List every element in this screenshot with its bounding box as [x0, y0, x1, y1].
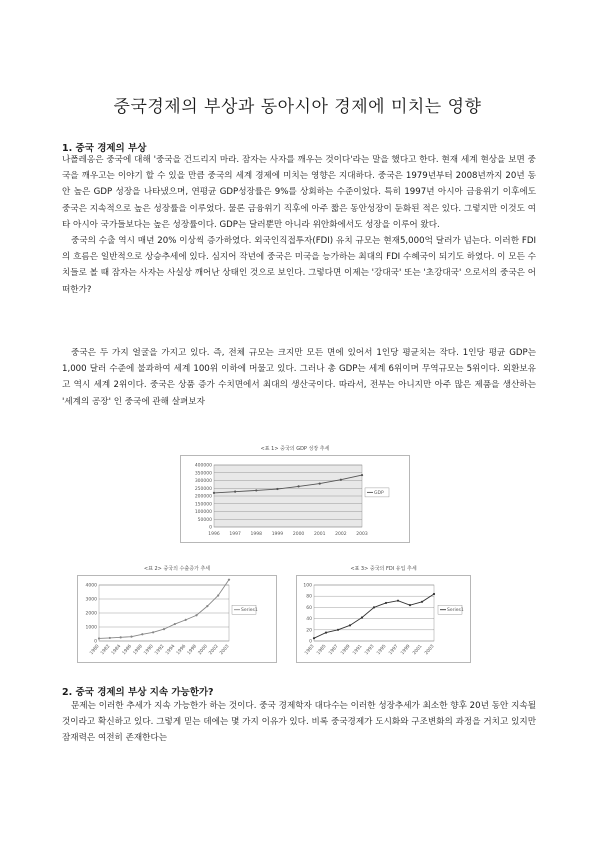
data-point — [349, 624, 351, 626]
data-point — [217, 594, 219, 596]
x-tick-label: 2000 — [197, 644, 209, 657]
y-tick-label: 40 — [306, 617, 312, 623]
legend-label: Series1 — [241, 608, 258, 614]
data-point — [195, 614, 197, 616]
x-tick-label: 1985 — [316, 644, 328, 657]
x-tick-label: 1998 — [186, 644, 199, 657]
y-tick-label: 150000 — [194, 502, 212, 508]
data-point — [185, 619, 187, 621]
x-tick-label: 1987 — [328, 644, 340, 657]
data-point — [337, 629, 339, 631]
data-point — [313, 637, 315, 639]
data-point — [373, 606, 375, 608]
gdp-chart — [180, 443, 410, 543]
data-point — [361, 616, 363, 618]
data-point — [120, 636, 122, 638]
data-point — [276, 488, 278, 490]
x-tick-label: 2001 — [412, 644, 424, 657]
data-point — [433, 593, 435, 595]
x-tick-label: 1992 — [154, 644, 166, 657]
section-1-paragraph-1: 나폴레옹은 중국에 대해 '중국을 건드리지 마라. 잠자는 사자를 깨우는 것이다'라는 말을 했다고 한다. 현재 세계 현상을 보면 중국을 깨우고는 이야기 할 수 있을 만큼 중국의 세계 경제에 미치는 영향은 지대하다. 중국은 1979년부터 2008년까지 20년 동안 높은 GDP 성장을 나타냈으며, 연평균 GDP성장률은 9%를 상회하는 수준이었다. 특히 1997년 아시아 금융위기 이후에도 중국은 지속적으로 높은 성장률을 이루었다. 물론 금융위기 직후에 아주 짧은 동안성장이 둔화된 적은 있다. 그렇지만 이것도 여타 아시아 국가들보다는 높은 성장률이다. GDP는 달러뿐만 아니라 위안화에서도 성장을 이루어 왔다. — [62, 155, 536, 230]
gdp-chart-svg — [180, 443, 410, 543]
data-point — [340, 479, 342, 481]
x-tick-label: 1994 — [165, 644, 177, 657]
data-point — [141, 633, 143, 635]
fdi-chart-svg — [296, 563, 471, 663]
legend-label: GDP — [374, 490, 384, 496]
x-tick-label: 1980 — [89, 644, 101, 657]
x-tick-label: 2000 — [292, 532, 305, 537]
data-point — [385, 602, 387, 604]
data-point — [174, 623, 176, 625]
data-point — [397, 600, 399, 602]
data-point — [213, 492, 215, 494]
section-1-paragraph-2: 중국의 수출 역시 매년 20% 이상씩 증가하였다. 외국인직접투자(FDI) 유치 규모는 현재5,000억 달러가 넘는다. 이러한 FDI의 흐름은 일반적으로 상승추세에 있다. 심지어 작년에 중국은 미국을 능가하는 최대의 FDI 수혜국이 되기도 하였다. 이 모든 수치들로 볼 때 잠자는 사자는 사실상 깨어난 상태인 것으로 보인다. 그렇다면 이제는 '강대국' 또는 '초강대국' 으로서의 중국은 어떠한가? — [62, 236, 536, 295]
y-tick-label: 200000 — [194, 494, 212, 500]
y-tick-label: 80 — [306, 594, 312, 600]
data-point — [421, 601, 423, 603]
data-point — [234, 491, 236, 493]
data-point — [109, 637, 111, 639]
export-chart-svg — [77, 563, 277, 663]
section-2-body — [62, 698, 536, 747]
data-point — [297, 485, 299, 487]
x-tick-label: 1988 — [132, 644, 144, 657]
y-tick-label: 350000 — [194, 471, 212, 477]
x-tick-label: 2003 — [356, 532, 368, 537]
y-tick-label: 1000 — [85, 625, 97, 631]
x-tick-label: 1999 — [271, 532, 284, 537]
data-point — [319, 483, 321, 485]
x-tick-label: 1983 — [304, 644, 316, 657]
section-2-heading: 2. 중국 경제의 부상 지속 가능한가? — [62, 687, 214, 698]
x-tick-label: 1996 — [208, 532, 220, 537]
data-point — [98, 637, 100, 639]
y-tick-label: 300000 — [194, 479, 212, 484]
x-tick-label: 2001 — [313, 532, 326, 537]
x-tick-label: 1997 — [388, 644, 400, 657]
y-tick-label: 0 — [209, 525, 212, 531]
x-tick-label: 1982 — [100, 644, 112, 657]
x-tick-label: 1986 — [121, 644, 134, 657]
section-2-paragraph-1: 문제는 이러한 추세가 지속 가능한가 하는 것이다. 중국 경제학자 대다수는 이러한 성장추세가 최소한 향후 20년 동안 지속될 것이라고 확신하고 있다. 그렇게 믿는 데에는 몇 가지 이유가 있다. 비록 중국경제가 도시화와 구조변화의 과정을 거치고 있지만 잠재력은 여전히 존재한다는 — [62, 701, 536, 744]
x-tick-label: 2003 — [219, 644, 231, 657]
y-tick-label: 50000 — [197, 517, 212, 523]
data-point — [325, 632, 327, 634]
y-tick-label: 400000 — [194, 463, 212, 469]
section-1-heading: 1. 중국 경제의 부상 — [62, 143, 147, 154]
data-point — [163, 628, 165, 630]
y-tick-label: 4000 — [85, 583, 97, 589]
y-tick-label: 250000 — [194, 486, 212, 492]
plot-area — [314, 585, 434, 641]
fdi-chart — [296, 563, 471, 663]
x-tick-label: 2002 — [208, 644, 220, 657]
x-tick-label: 1991 — [352, 644, 364, 657]
y-tick-label: 3000 — [85, 597, 97, 603]
y-tick-label: 0 — [94, 639, 97, 645]
y-tick-label: 20 — [306, 628, 312, 634]
data-point — [130, 636, 132, 638]
section-1-paragraph-3-text: 중국은 두 가지 얼굴을 가지고 있다. 즉, 전체 규모는 크지만 모든 면에 있어서 1인당 평균치는 작다. 1인당 평균 GDP는 1,000 달러 수준에 불과하여 세계 100위 이하에 머물고 있다. 그러나 총 GDP는 세계 6위이며 무역규모는 5위이다. 외환보유고 역시 세계 2위이다. 중국은 상품 증가 수치면에서 최대의 생산국이다. 따라서, 전부는 아니지만 아주 많은 제품을 생산하는 '세계의 공장' 인 중국에 관해 살펴보자 — [62, 348, 536, 407]
data-point — [152, 631, 154, 633]
x-tick-label: 1989 — [340, 644, 352, 657]
x-tick-label: 1993 — [364, 644, 376, 657]
x-tick-label: 1999 — [400, 644, 412, 657]
x-tick-label: 1996 — [176, 644, 188, 657]
chart-title: <표 2> 중국의 수출증가 추세 — [143, 566, 211, 572]
data-point — [206, 605, 208, 607]
y-tick-label: 100 — [303, 583, 312, 589]
page-title: 중국경제의 부상과 동아시아 경제에 미치는 영향 — [113, 97, 482, 117]
chart-title: <표 1> 중국의 GDP 성장 추세 — [260, 446, 330, 452]
data-point — [255, 489, 257, 491]
x-tick-label: 1984 — [111, 644, 123, 657]
y-tick-label: 2000 — [85, 611, 97, 617]
data-point — [409, 604, 411, 606]
x-tick-label: 1998 — [250, 532, 263, 537]
x-tick-label: 1997 — [229, 532, 241, 537]
y-tick-label: 60 — [306, 605, 312, 611]
x-tick-label: 1995 — [376, 644, 388, 657]
x-tick-label: 2002 — [335, 532, 347, 537]
x-tick-label: 2003 — [424, 644, 436, 657]
data-point — [228, 579, 230, 581]
y-tick-label: 100000 — [194, 510, 212, 515]
x-tick-label: 1990 — [143, 644, 155, 657]
data-point — [361, 474, 363, 476]
section-1-body — [62, 152, 536, 298]
legend-label: Series1 — [447, 608, 464, 614]
y-tick-label: 0 — [309, 639, 312, 645]
chart-title: <표 3> 중국의 FDI 유입 추세 — [350, 566, 417, 572]
export-chart — [77, 563, 277, 663]
section-1-paragraph-3 — [62, 345, 536, 410]
